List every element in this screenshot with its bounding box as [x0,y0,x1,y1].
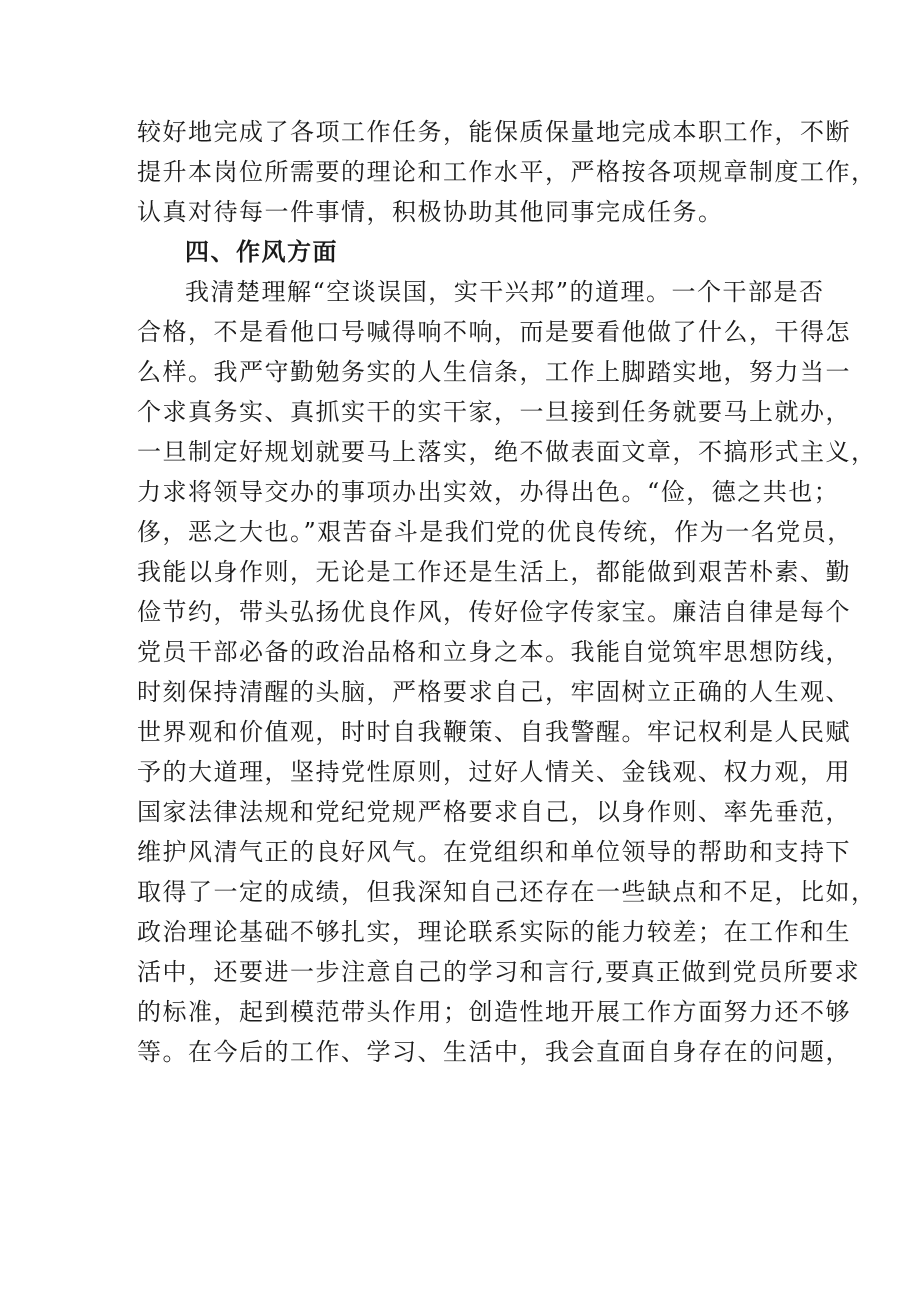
body-line: 国家法律法规和党纪党规严格要求自己，以身作则、率先垂范， [137,798,851,826]
body-line: 维护风清气正的良好风气。在党组织和单位领导的帮助和支持下 [137,838,851,866]
body-line: 俭节约，带头弘扬优良作风，传好俭字传家宝。廉洁自律是每个 [137,598,851,626]
section-heading: 四、作风方面 [185,238,338,266]
paragraph-first-line: 我清楚理解“空谈误国，实干兴邦”的道理。一个干部是否 [185,278,825,306]
body-line: 提升本岗位所需要的理论和工作水平，严格按各项规章制度工作， [137,158,877,186]
body-line: 时刻保持清醒的头脑，严格要求自己，牢固树立正确的人生观、 [137,678,851,706]
body-line: 政治理论基础不够扎实，理论联系实际的能力较差；在工作和生 [137,918,851,946]
body-line: 我能以身作则，无论是工作还是生活上，都能做到艰苦朴素、勤 [137,558,851,586]
body-line: 世界观和价值观，时时自我鞭策、自我警醒。牢记权利是人民赋 [137,718,851,746]
body-line: 的标准，起到模范带头作用；创造性地开展工作方面努力还不够 [137,998,851,1026]
body-line: 侈，恶之大也。”艰苦奋斗是我们党的优良传统，作为一名党员， [137,518,853,546]
body-line: 较好地完成了各项工作任务，能保质保量地完成本职工作，不断 [137,118,851,146]
body-line: 等。在今后的工作、学习、生活中，我会直面自身存在的问题， [137,1038,851,1066]
body-line: 一旦制定好规划就要马上落实，绝不做表面文章，不搞形式主义， [137,438,877,466]
body-line: 么样。我严守勤勉务实的人生信条，工作上脚踏实地，努力当一 [137,358,851,386]
body-line: 认真对待每一件事情，积极协助其他同事完成任务。 [137,198,724,226]
body-line: 取得了一定的成绩，但我深知自己还存在一些缺点和不足，比如， [137,878,877,906]
body-line: 予的大道理，坚持党性原则，过好人情关、金钱观、权力观，用 [137,758,851,786]
body-line: 个求真务实、真抓实干的实干家，一旦接到任务就要马上就办， [137,398,851,426]
document-body [137,112,877,1072]
body-line: 力求将领导交办的事项办出实效，办得出色。“俭，德之共也； [137,478,840,506]
body-line: 合格，不是看他口号喊得响不响，而是要看他做了什么，干得怎 [137,318,851,346]
body-line: 党员干部必备的政治品格和立身之本。我能自觉筑牢思想防线， [137,638,851,666]
body-line: 活中，还要进一步注意自己的学习和言行,要真正做到党员所要求 [137,958,861,986]
